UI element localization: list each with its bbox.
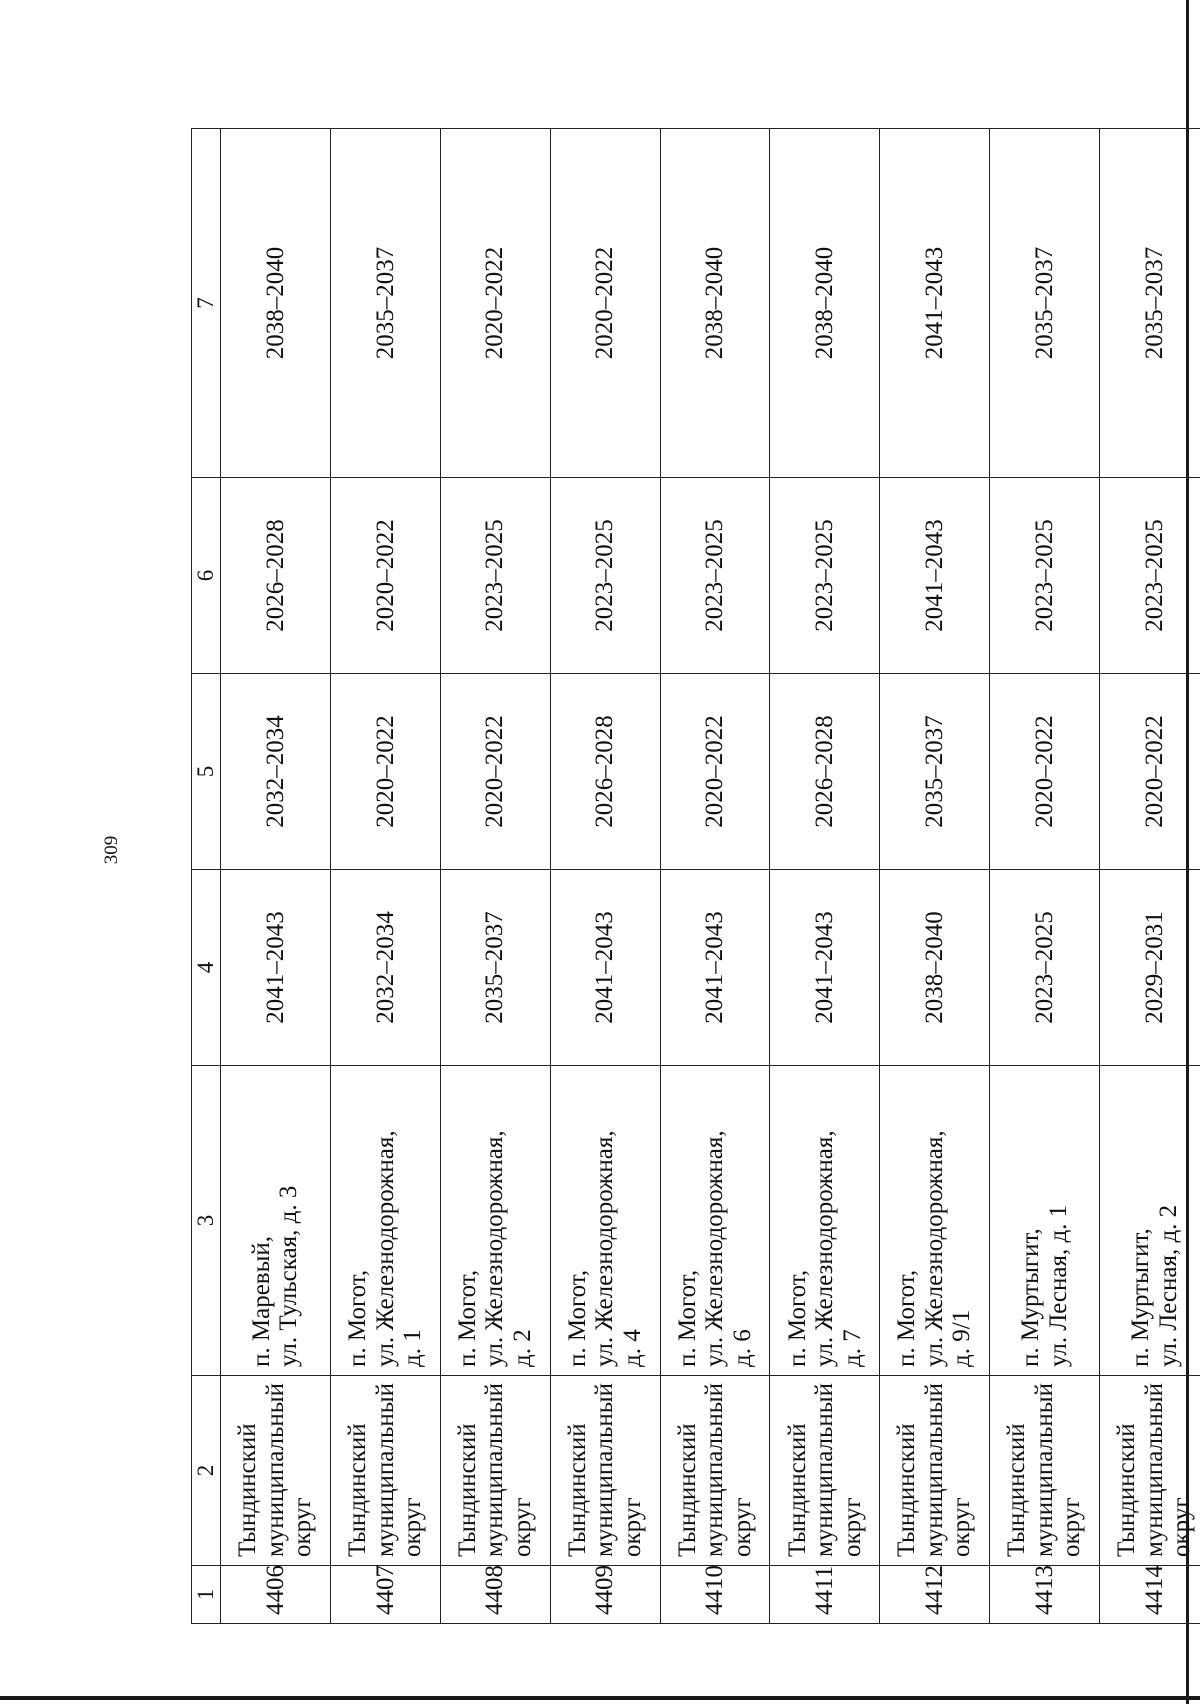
table-body (221, 129, 1200, 1624)
address-cell-line: д. 7 (838, 1329, 866, 1367)
header-cell: 3 (192, 1066, 221, 1376)
period-cell-5: 2032–2034 (221, 674, 331, 870)
row-number-cell: 4413 (990, 1566, 1100, 1624)
district-cell-line: округ (618, 1497, 646, 1557)
period-cell-5: 2020–2022 (990, 674, 1100, 870)
district-cell (880, 1376, 990, 1566)
address-cell (330, 1066, 440, 1376)
header-row (192, 129, 221, 1624)
period-cell-7: 2038–2040 (770, 129, 880, 478)
district-cell (990, 1376, 1100, 1566)
period-cell-7: 2038–2040 (221, 129, 331, 478)
period-cell-5: 2020–2022 (1100, 674, 1200, 870)
address-cell-line: п. Могот, (783, 1269, 811, 1367)
header-cell: 1 (192, 1566, 221, 1624)
page-bottom-border (0, 1696, 1200, 1700)
district-cell-line: Тындинский (344, 1423, 372, 1557)
period-cell-5: 2026–2028 (550, 674, 660, 870)
district-cell-line: Тындинский (453, 1423, 481, 1557)
address-cell (1100, 1066, 1200, 1376)
district-cell (660, 1376, 770, 1566)
period-cell-4: 2032–2034 (330, 870, 440, 1066)
district-cell-line: муниципальный (1140, 1383, 1168, 1557)
period-cell-4: 2023–2025 (990, 870, 1100, 1066)
district-cell (221, 1376, 331, 1566)
address-cell-line: ул. Железнодорожная, (701, 1130, 729, 1367)
district-cell-line: муниципальный (1030, 1383, 1058, 1557)
page-number: 309 (101, 835, 122, 865)
period-cell-5: 2020–2022 (330, 674, 440, 870)
table-container (191, 129, 1200, 1624)
header-cell: 7 (192, 129, 221, 478)
period-cell-7: 2020–2022 (550, 129, 660, 478)
row-number-cell: 4407 (330, 1566, 440, 1624)
address-cell-line: д. 4 (618, 1329, 646, 1367)
period-cell-7: 2035–2037 (990, 129, 1100, 478)
schedule-table (191, 128, 1200, 1624)
district-cell (550, 1376, 660, 1566)
district-cell-line: округ (399, 1497, 427, 1557)
address-cell-line: п. Могот, (673, 1269, 701, 1367)
address-cell-line: ул. Железнодорожная, (920, 1130, 948, 1367)
period-cell-7: 2020–2022 (440, 129, 550, 478)
address-cell (880, 1066, 990, 1376)
address-cell-line: п. Могот, (453, 1269, 481, 1367)
district-cell-line: округ (1168, 1497, 1196, 1557)
period-cell-6: 2026–2028 (221, 478, 331, 674)
period-cell-4: 2038–2040 (880, 870, 990, 1066)
period-cell-7: 2038–2040 (660, 129, 770, 478)
table-row (221, 129, 331, 1624)
district-cell-line: Тындинский (1113, 1423, 1141, 1557)
address-cell-line: п. Маревый, (247, 1235, 275, 1367)
address-cell-line: ул. Лесная, д. 1 (1044, 1204, 1072, 1367)
period-cell-6: 2023–2025 (770, 478, 880, 674)
row-number-cell: 4412 (880, 1566, 990, 1624)
district-cell-line: Тындинский (563, 1423, 591, 1557)
address-cell-line: ул. Железнодорожная, (591, 1130, 619, 1367)
period-cell-4: 2029–2031 (1100, 870, 1200, 1066)
district-cell-line: округ (289, 1497, 317, 1557)
district-cell-line: округ (728, 1497, 756, 1557)
table-row (990, 129, 1100, 1624)
period-cell-7: 2041–2043 (880, 129, 990, 478)
period-cell-4: 2041–2043 (660, 870, 770, 1066)
period-cell-7: 2035–2037 (330, 129, 440, 478)
district-cell (770, 1376, 880, 1566)
period-cell-4: 2035–2037 (440, 870, 550, 1066)
address-cell (660, 1066, 770, 1376)
table-row (550, 129, 660, 1624)
period-cell-5: 2020–2022 (660, 674, 770, 870)
address-cell (770, 1066, 880, 1376)
district-cell-line: муниципальный (261, 1383, 289, 1557)
table-row (330, 129, 440, 1624)
address-cell (550, 1066, 660, 1376)
header-cell: 6 (192, 478, 221, 674)
period-cell-4: 2041–2043 (550, 870, 660, 1066)
header-cell: 2 (192, 1376, 221, 1566)
address-cell-line: д. 1 (399, 1329, 427, 1367)
address-cell-line: д. 2 (508, 1329, 536, 1367)
address-cell-line: ул. Железнодорожная, (371, 1130, 399, 1367)
header-cell: 5 (192, 674, 221, 870)
district-cell (440, 1376, 550, 1566)
address-cell-line: п. Могот, (893, 1269, 921, 1367)
row-number-cell: 4406 (221, 1566, 331, 1624)
period-cell-6: 2041–2043 (880, 478, 990, 674)
address-cell-line: п. Муртыгит, (1017, 1228, 1045, 1367)
district-cell-line: муниципальный (701, 1383, 729, 1557)
address-cell (440, 1066, 550, 1376)
district-cell-line: Тындинский (893, 1423, 921, 1557)
district-cell-line: муниципальный (920, 1383, 948, 1557)
district-cell-line: Тындинский (673, 1423, 701, 1557)
period-cell-6: 2023–2025 (550, 478, 660, 674)
row-number-cell: 4414 (1100, 1566, 1200, 1624)
period-cell-4: 2041–2043 (770, 870, 880, 1066)
address-cell-line: п. Могот, (344, 1269, 372, 1367)
district-cell-line: муниципальный (481, 1383, 509, 1557)
rotated-table-frame (191, 129, 1200, 1624)
address-cell-line: ул. Железнодорожная, (811, 1130, 839, 1367)
address-cell-line: п. Могот, (563, 1269, 591, 1367)
row-number-cell: 4410 (660, 1566, 770, 1624)
table-row (440, 129, 550, 1624)
period-cell-5: 2020–2022 (440, 674, 550, 870)
address-cell-line: ул. Железнодорожная, (481, 1130, 509, 1367)
address-cell-line: д. 9/1 (948, 1309, 976, 1367)
address-cell-line: п. Муртыгит, (1127, 1228, 1154, 1367)
period-cell-7: 2035–2037 (1100, 129, 1200, 478)
district-cell-line: муниципальный (811, 1383, 839, 1557)
district-cell-line: муниципальный (591, 1383, 619, 1557)
address-cell-line: ул. Тульская, д. 3 (275, 1185, 303, 1367)
period-cell-6: 2023–2025 (1100, 478, 1200, 674)
district-cell-line: Тындинский (1003, 1423, 1031, 1557)
address-cell (990, 1066, 1100, 1376)
district-cell-line: округ (1058, 1497, 1086, 1557)
table-row (880, 129, 990, 1624)
row-number-cell: 4409 (550, 1566, 660, 1624)
period-cell-5: 2026–2028 (770, 674, 880, 870)
address-cell-line: д. 6 (728, 1329, 756, 1367)
district-cell-line: округ (508, 1497, 536, 1557)
district-cell-line: Тындинский (234, 1423, 262, 1557)
district-cell (1100, 1376, 1200, 1566)
row-number-cell: 4408 (440, 1566, 550, 1624)
period-cell-4: 2041–2043 (221, 870, 331, 1066)
address-cell (221, 1066, 331, 1376)
district-cell-line: муниципальный (371, 1383, 399, 1557)
table-row (770, 129, 880, 1624)
address-cell-line: ул. Лесная, д. 2 (1154, 1204, 1182, 1367)
period-cell-5: 2035–2037 (880, 674, 990, 870)
row-number-cell: 4411 (770, 1566, 880, 1624)
district-cell-line: Тындинский (783, 1423, 811, 1557)
district-cell-line: округ (948, 1497, 976, 1557)
header-cell: 4 (192, 870, 221, 1066)
district-cell (330, 1376, 440, 1566)
period-cell-6: 2023–2025 (660, 478, 770, 674)
table-row (660, 129, 770, 1624)
period-cell-6: 2023–2025 (440, 478, 550, 674)
district-cell-line: округ (838, 1497, 866, 1557)
table-row (1100, 129, 1200, 1624)
period-cell-6: 2023–2025 (990, 478, 1100, 674)
period-cell-6: 2020–2022 (330, 478, 440, 674)
